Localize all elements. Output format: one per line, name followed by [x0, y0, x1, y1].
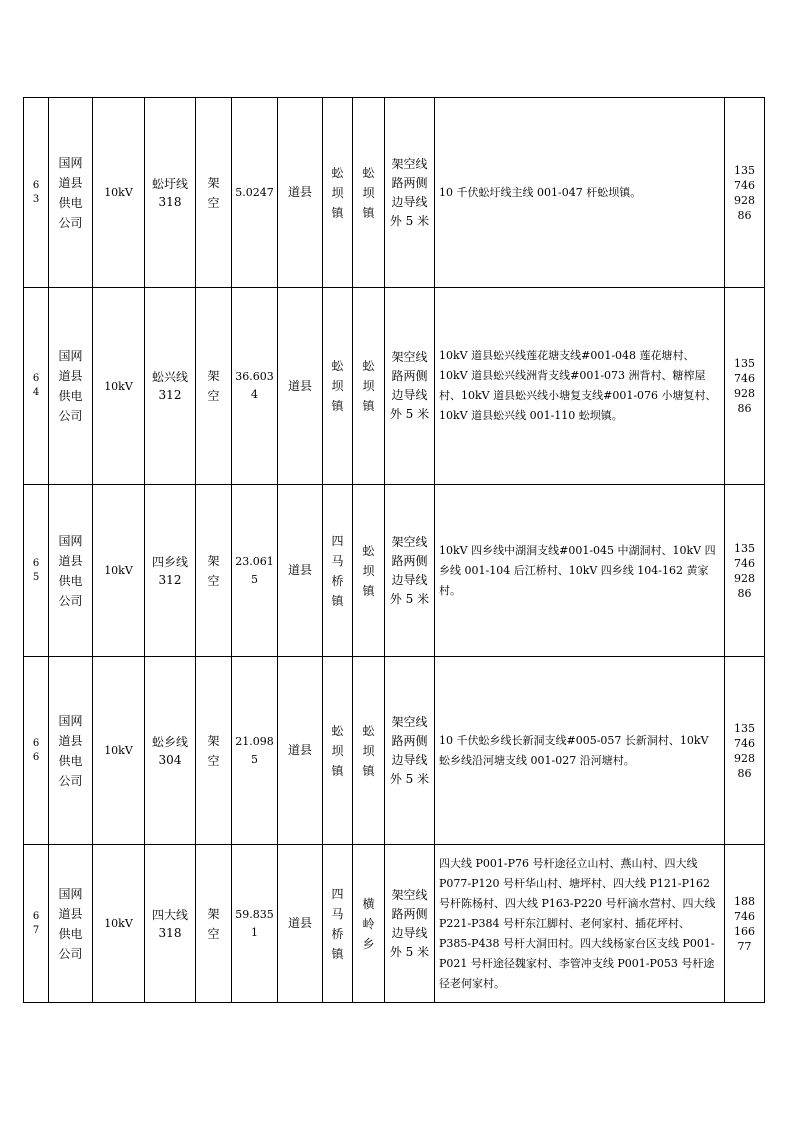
voltage-cell: 10kV [93, 98, 145, 288]
town-cell: 四 马 桥 镇 [323, 845, 353, 1003]
line-type-cell: 架 空 [196, 845, 232, 1003]
table-row [24, 845, 765, 1003]
contact-phone-cell: 135 746 928 86 [725, 98, 765, 288]
county-cell: 道县 [278, 98, 323, 288]
length-cell: 21.098 5 [232, 657, 278, 845]
township-cell: 蚣 坝 镇 [353, 98, 385, 288]
line-type-cell: 架 空 [196, 657, 232, 845]
line-name-cell: 蚣圩线 318 [145, 98, 196, 288]
line-name-cell: 四乡线 312 [145, 485, 196, 657]
route-description-cell: 10 千伏蚣圩线主线 001-047 杆蚣坝镇。 [435, 98, 725, 288]
contact-phone-cell: 188 746 166 77 [725, 845, 765, 1003]
protection-range-cell: 架空线 路两侧 边导线 外 5 米 [385, 485, 435, 657]
county-cell: 道县 [278, 657, 323, 845]
route-description-cell: 10kV 四乡线中湖洞支线#001-045 中湖洞村、10kV 四乡线 001-104 后江桥村、10kV 四乡线 104-162 黄家村。 [435, 485, 725, 657]
line-name-cell: 蚣兴线 312 [145, 288, 196, 485]
organization-cell: 国网 道县 供电 公司 [49, 657, 93, 845]
row-number: 6 3 [24, 98, 49, 288]
row-number: 6 6 [24, 657, 49, 845]
table-row [24, 98, 765, 288]
town-cell: 四 马 桥 镇 [323, 485, 353, 657]
town-cell: 蚣 坝 镇 [323, 288, 353, 485]
township-cell: 蚣 坝 镇 [353, 485, 385, 657]
length-cell: 36.603 4 [232, 288, 278, 485]
protection-range-cell: 架空线 路两侧 边导线 外 5 米 [385, 657, 435, 845]
table-row [24, 485, 765, 657]
row-number: 6 7 [24, 845, 49, 1003]
protection-range-cell: 架空线 路两侧 边导线 外 5 米 [385, 845, 435, 1003]
town-cell: 蚣 坝 镇 [323, 98, 353, 288]
town-cell: 蚣 坝 镇 [323, 657, 353, 845]
row-number: 6 4 [24, 288, 49, 485]
township-cell: 蚣 坝 镇 [353, 657, 385, 845]
organization-cell: 国网 道县 供电 公司 [49, 98, 93, 288]
contact-phone-cell: 135 746 928 86 [725, 485, 765, 657]
line-table [23, 97, 765, 1003]
township-cell: 蚣 坝 镇 [353, 288, 385, 485]
length-cell: 23.061 5 [232, 485, 278, 657]
township-cell: 横 岭 乡 [353, 845, 385, 1003]
table-row [24, 657, 765, 845]
table-body [24, 98, 765, 1003]
route-description-cell: 10 千伏蚣乡线长新洞支线#005-057 长新洞村、10kV 蚣乡线沿河塘支线 001-027 沿河塘村。 [435, 657, 725, 845]
voltage-cell: 10kV [93, 288, 145, 485]
route-description-cell: 10kV 道县蚣兴线莲花塘支线#001-048 莲花塘村、10kV 道县蚣兴线洲背支线#001-073 洲背村、糖榨屋村、10kV 道县蚣兴线小塘复支线#001-076 小塘复村、10kV 道县蚣兴线 001-110 蚣坝镇。 [435, 288, 725, 485]
line-name-cell: 四大线 318 [145, 845, 196, 1003]
table-row [24, 288, 765, 485]
route-description-cell: 四大线 P001-P76 号杆途径立山村、燕山村、四大线 P077-P120 号杆华山村、塘坪村、四大线 P121-P162 号杆陈杨村、四大线 P163-P220 号杆滴水营村、四大线 P221-P384 号杆东江脚村、老何家村、插花坪村、P385-P438 号杆大洞田村。四大线杨家台区支线 P001-P021 号杆途径魏家村、李管冲支线 P001-P053 号杆途径老何家村。 [435, 845, 725, 1003]
contact-phone-cell: 135 746 928 86 [725, 657, 765, 845]
county-cell: 道县 [278, 845, 323, 1003]
voltage-cell: 10kV [93, 657, 145, 845]
protection-range-cell: 架空线 路两侧 边导线 外 5 米 [385, 98, 435, 288]
length-cell: 5.0247 [232, 98, 278, 288]
line-type-cell: 架 空 [196, 288, 232, 485]
line-type-cell: 架 空 [196, 485, 232, 657]
organization-cell: 国网 道县 供电 公司 [49, 288, 93, 485]
line-type-cell: 架 空 [196, 98, 232, 288]
row-number: 6 5 [24, 485, 49, 657]
line-name-cell: 蚣乡线 304 [145, 657, 196, 845]
contact-phone-cell: 135 746 928 86 [725, 288, 765, 485]
organization-cell: 国网 道县 供电 公司 [49, 845, 93, 1003]
county-cell: 道县 [278, 485, 323, 657]
protection-range-cell: 架空线 路两侧 边导线 外 5 米 [385, 288, 435, 485]
length-cell: 59.835 1 [232, 845, 278, 1003]
voltage-cell: 10kV [93, 845, 145, 1003]
voltage-cell: 10kV [93, 485, 145, 657]
county-cell: 道县 [278, 288, 323, 485]
organization-cell: 国网 道县 供电 公司 [49, 485, 93, 657]
